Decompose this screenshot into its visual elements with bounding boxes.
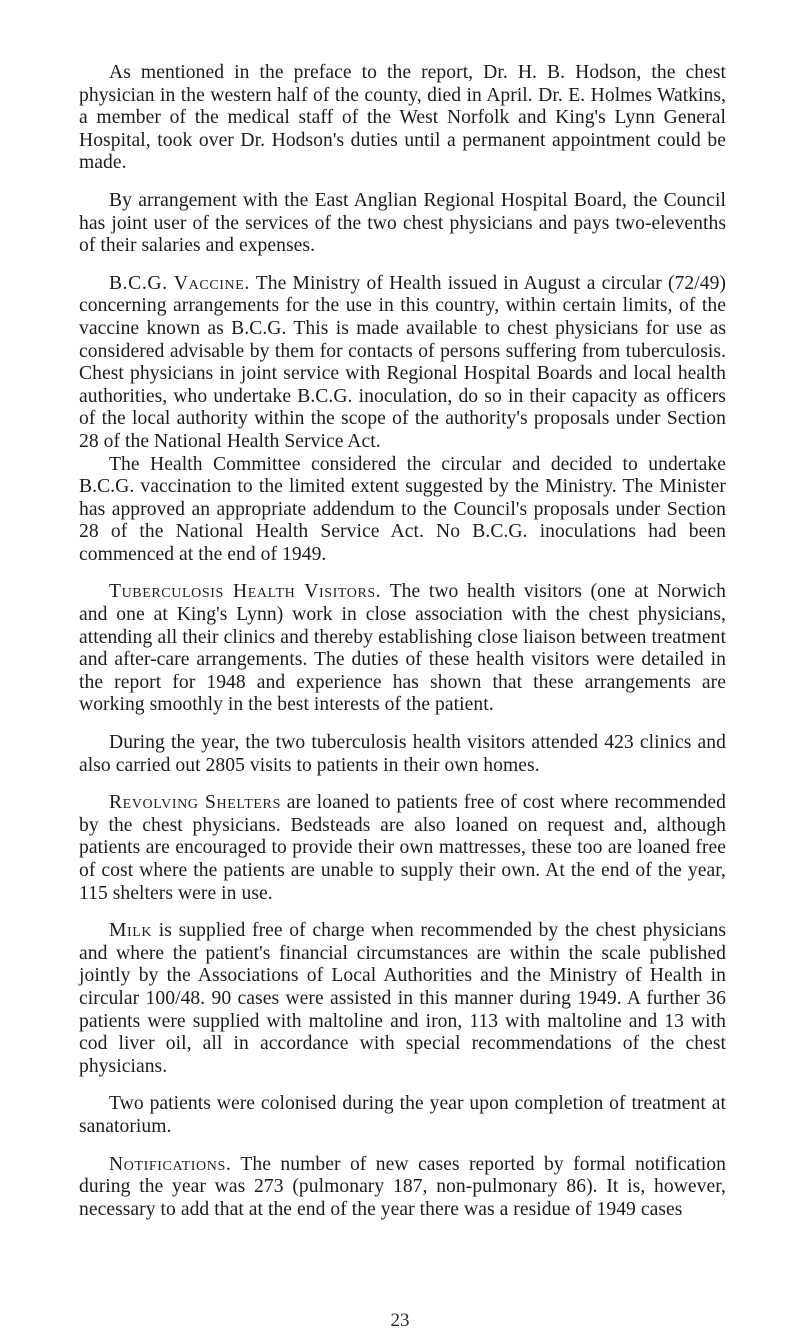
paragraph-text: As mentioned in the preface to the report, Dr. H. B. Hodson, the chest physician in the western half of the county, died in April. Dr. E. Holmes Watkins, a member of the medical staff of the West Norfolk and King's Lynn General Hospital, took over Dr. Hodson's duties until a permanent appointment could be made.: [79, 62, 726, 174]
paragraph-health-committee: [79, 454, 726, 567]
paragraph-colonised: [79, 1093, 726, 1138]
paragraph-text: Two patients were colonised during the year upon completion of treatment at sanatorium.: [79, 1093, 726, 1137]
paragraph-text: By arrangement with the East Anglian Regional Hospital Board, the Council has joint user of the services of the two chest physicians and pays two-elevenths of their salaries and expenses.: [79, 189, 726, 257]
paragraph-text: The Health Committee considered the circular and decided to undertake B.C.G. vaccination to the limited extent suggested by the Ministry. The Minister has approved an appropriate addendum to the Council's proposals under Section 28 of the National Health Service Act. No B.C.G. inoculations had been commenced at the end of 1949.: [79, 453, 726, 565]
paragraph-bcg-vaccine: [79, 273, 726, 454]
report-page-body: [79, 62, 726, 1236]
paragraph-text: The Ministry of Health issued in August a circular (72/49) concerning arrangements for the use in this country, within certain limits, of the vaccine known as B.C.G. This is made available to chest physicians for use as considered advisable by them for contacts of persons suffering from tuberculosis. Chest physicians in joint service with Regional Hospital Boards and local health authorities, who undertake B.C.G. inoculation, do so in their capacity as officers of the local authority within the scope of the authority's proposals under Section 28 of the National Health Service Act.: [79, 272, 727, 452]
paragraph-milk: [79, 920, 726, 1078]
section-heading-revolving-shelters: Revolving Shelters: [109, 792, 281, 814]
paragraph-tuberculosis-health-visitors: [79, 581, 726, 717]
paragraph-visits: [79, 732, 726, 777]
section-heading-tuberculosis-health-visitors: Tuberculosis Health Visitors.: [109, 581, 382, 603]
paragraph-text: are loaned to patients free of cost where recommended by the chest physicians. Bedsteads are also loaned on request and, although patients are encouraged to provide their own mattresses, these too are loaned free of cost where the patients are unable to supply their own. At the end of the year, 115 shelters were in use.: [79, 792, 726, 904]
page-number: 23: [390, 1310, 410, 1331]
paragraph-joint-user: [79, 190, 726, 258]
section-heading-milk: Milk: [109, 920, 153, 942]
paragraph-text: is supplied free of charge when recommended by the chest physicians and where the patient's financial circumstances are within the scale published jointly by the Associations of Local Authorities and the Ministry of Health in circular 100/48. 90 cases were assisted in this manner during 1949. A further 36 patients were supplied with maltoline and iron, 113 with maltoline and 13 with cod liver oil, all in accordance with special recommendations of the chest physicians.: [79, 920, 726, 1077]
paragraph-text: During the year, the two tuberculosis health visitors attended 423 clinics and also carried out 2805 visits to patients in their own homes.: [79, 732, 726, 776]
paragraph-text: The two health visitors (one at Norwich and one at King's Lynn) work in close association with the chest physicians, attending all their clinics and thereby establishing close liaison between treatment and after-care arrangements. The duties of these health visitors were detailed in the report for 1948 and experience has shown that these arrangements are working smoothly in the best interests of the patient.: [79, 581, 726, 716]
paragraph-text: The number of new cases reported by formal notification during the year was 273 (pulmonary 187, non-pulmonary 86). It is, however, necessary to add that at the end of the year there was a residue of 1949 cases: [79, 1153, 726, 1220]
paragraph-notifications: [79, 1154, 726, 1222]
paragraph-revolving-shelters: [79, 792, 726, 905]
paragraph-hodson-death: [79, 62, 726, 175]
section-heading-notifications: Notifications.: [109, 1153, 232, 1175]
section-heading-bcg-vaccine: B.C.G. Vaccine.: [109, 272, 250, 294]
